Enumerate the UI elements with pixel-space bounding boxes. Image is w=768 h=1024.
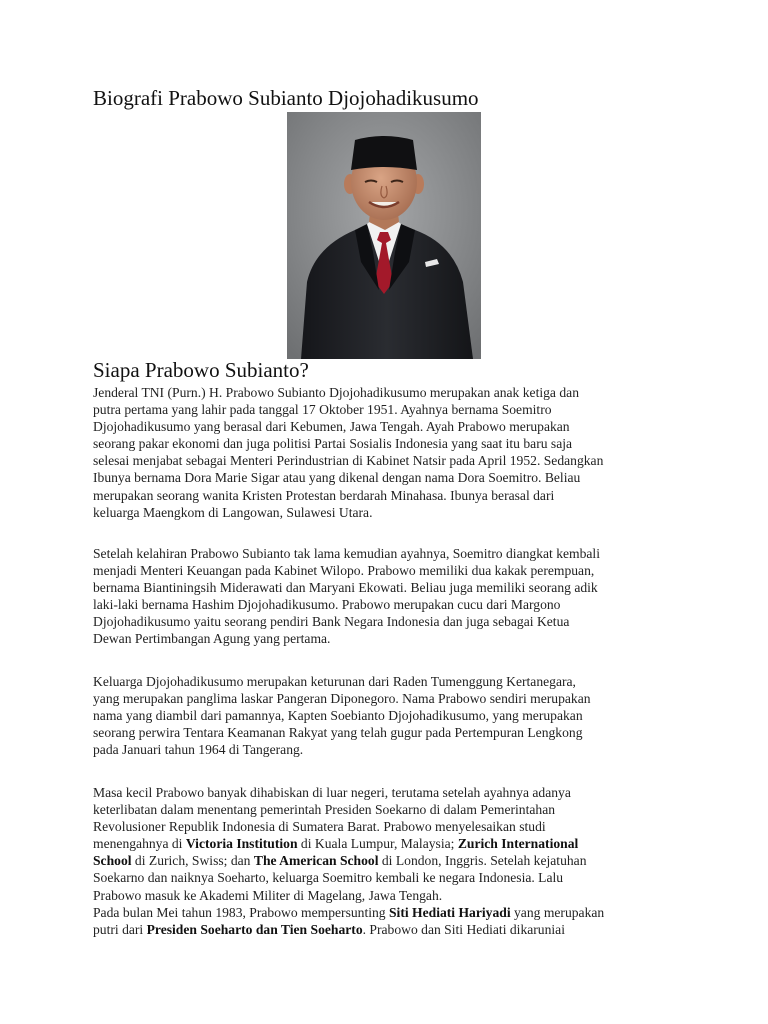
text-run: . Prabowo dan Siti Hediati dikaruniai (362, 921, 565, 937)
text-line: Dewan Pertimbangan Agung yang pertama. (93, 631, 331, 647)
text-run: di Kuala Lumpur, Malaysia; (297, 836, 458, 852)
bold-text: The American School (253, 853, 379, 869)
paragraph-1 (93, 384, 693, 521)
text-line (93, 921, 693, 938)
text-line: keluarga Maengkom di Langowan, Sulawesi Utara. (93, 504, 373, 520)
text-line: yang merupakan panglima laskar Pangeran Diponegoro. Nama Prabowo sendiri merupakan (93, 691, 591, 707)
text-run: putri dari (93, 921, 147, 937)
text-line: Djojohadikusumo yaitu seorang pendiri Bank Negara Indonesia dan juga sebagai Ketua (93, 614, 570, 630)
text-run: di Zurich, Swiss; dan (131, 853, 254, 869)
bold-text: Zurich International (457, 836, 579, 852)
text-line: nama yang diambil dari pamannya, Kapten Soebianto Djojohadikusumo, yang merupakan (93, 708, 583, 724)
text-line: pada Januari tahun 1964 di Tangerang. (93, 742, 304, 758)
section-title: Siapa Prabowo Subianto? (93, 358, 309, 382)
text-line (93, 835, 693, 852)
text-run: Pada bulan Mei tahun 1983, Prabowo mempersunting (93, 904, 389, 920)
bold-text: Siti Hediati Hariyadi (389, 904, 511, 920)
text-line: selesai menjabat sebagai Menteri Perindustrian di Kabinet Natsir pada April 1952. Sedangkan (93, 453, 604, 469)
text-line: Djojohadikusumo yang berasal dari Kebumen, Jawa Tengah. Ayah Prabowo merupakan (93, 419, 570, 435)
text-line: Soekarno dan naiknya Soeharto, keluarga Soemitro kembali ke negara Indonesia. Lalu (93, 870, 564, 886)
document-title: Biografi Prabowo Subianto Djojohadikusumo (93, 86, 479, 110)
text-line: Setelah kelahiran Prabowo Subianto tak lama kemudian ayahnya, Soemitro diangkat kembali (93, 546, 600, 561)
text-run: yang merupakan (510, 904, 605, 920)
text-line: Keluarga Djojohadikusumo merupakan keturunan dari Raden Tumenggung Kertanegara, (93, 674, 576, 689)
bold-text: Victoria Institution (185, 836, 298, 852)
text-line: menjadi Menteri Keuangan pada Kabinet Wilopo. Prabowo memiliki dua kakak perempuan, (93, 563, 595, 579)
text-line: Masa kecil Prabowo banyak dihabiskan di luar negeri, terutama setelah ayahnya adanya (93, 785, 571, 800)
paragraph-4 (93, 784, 693, 938)
text-line: seorang perwira Tentara Keamanan Rakyat yang telah gugur pada Pertempuran Lengkong (93, 725, 583, 741)
paragraph-2 (93, 545, 693, 648)
paragraph-3 (93, 673, 693, 758)
text-line: seorang pakar ekonomi dan juga politisi Partai Sosialis Indonesia yang saat itu baru saja (93, 436, 573, 452)
text-line: Prabowo masuk ke Akademi Militer di Magelang, Jawa Tengah. (93, 887, 443, 903)
text-line: Ibunya bernama Dora Marie Sigar atau yang dikenal dengan nama Dora Soemitro. Beliau (93, 470, 581, 486)
text-line: Revolusioner Republik Indonesia di Sumatera Barat. Prabowo menyelesaikan studi (93, 819, 546, 835)
text-line: bernama Biantiningsih Miderawati dan Maryani Ekowati. Beliau juga memiliki seorang adik (93, 580, 598, 596)
bold-text: School (93, 853, 132, 869)
bold-text: Presiden Soeharto dan Tien Soeharto (146, 921, 363, 937)
text-line: keterlibatan dalam menentang pemerintah Presiden Soekarno di dalam Pemerintahan (93, 802, 556, 818)
text-run: di London, Inggris. Setelah kejatuhan (378, 853, 587, 869)
portrait-photo (287, 112, 481, 359)
text-line: Jenderal TNI (Purn.) H. Prabowo Subianto Djojohadikusumo merupakan anak ketiga dan (93, 385, 579, 400)
text-run: menengahnya di (93, 836, 186, 852)
text-line: putra pertama yang lahir pada tanggal 17 Oktober 1951. Ayahnya bernama Soemitro (93, 402, 552, 418)
text-line: laki-laki bernama Hashim Djojohadikusumo. Prabowo merupakan cucu dari Margono (93, 597, 561, 613)
text-line: merupakan seorang wanita Kristen Protestan berdarah Minahasa. Ibunya berasal dari (93, 487, 555, 503)
text-line (93, 852, 693, 869)
text-line (93, 904, 693, 921)
